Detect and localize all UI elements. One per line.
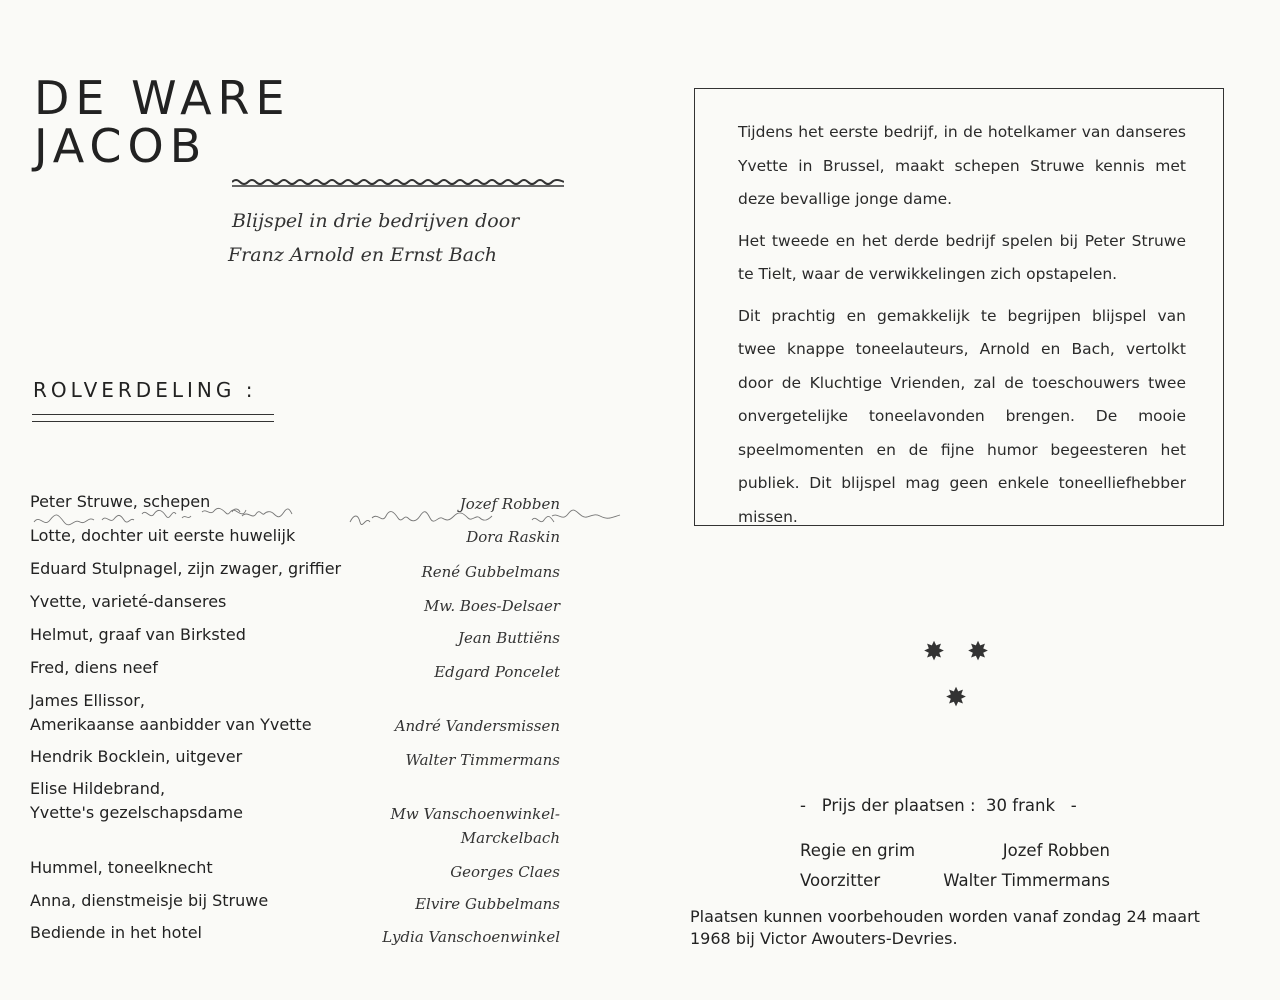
credit-row-chairman (800, 866, 1120, 896)
star-ornament (920, 636, 1000, 716)
cast-role-line: Peter Struwe, schepen (30, 492, 211, 511)
cast-role (30, 889, 390, 913)
cast-actor-line: Elvire Gubbelmans (415, 895, 560, 913)
description-paragraph-3: Dit prachtig en gemakkelijk te begrijpen blijspel van twee knappe toneelauteurs, Arnold en Bach, vertolkt door de Kluchtige Vrienden, zal de toeschouwers twee onvergetelijke toneelavonden brengen. De mooie speelmomenten en de fijne humor begeesteren het publiek. Dit blijspel mag geen enkele toneelliefhebber missen. (738, 306, 1186, 526)
cast-actor-line: Walter Timmermans (405, 751, 560, 769)
cast-actor-line: Lydia Vanschoenwinkel (382, 928, 560, 946)
cast-role (30, 656, 390, 680)
heading-rule-1 (32, 414, 274, 415)
cast-role-line: Yvette's gezelschapsdame (30, 803, 243, 822)
description-paragraph-2: Het tweede en het derde bedrijf spelen bij Peter Struwe te Tielt, waar de verwikkelingen zich opstapelen. (738, 231, 1186, 283)
cast-actor (340, 802, 560, 850)
cast-role (30, 745, 390, 769)
cast-role-line: Anna, dienstmeisje bij Struwe (30, 891, 269, 910)
star-icon: ✸ (923, 637, 945, 667)
credit-label: Voorzitter (800, 871, 881, 890)
cast-actor-line: Mw. Boes-Delsaer (423, 597, 560, 615)
cast-role-line: Amerikaanse aanbidder van Yvette (30, 715, 312, 734)
cast-actor-line: Dora Raskin (466, 528, 560, 546)
cast-actor (340, 860, 560, 884)
cast-heading: ROLVERDELING : (33, 378, 257, 402)
cast-role-line: Yvette, varieté-danseres (30, 592, 227, 611)
cast-actor (340, 594, 560, 618)
cast-actor-line: Jozef Robben (459, 495, 560, 513)
subtitle-line-2: Franz Arnold en Ernst Bach (228, 244, 497, 266)
heading-rule-2 (32, 421, 274, 422)
subtitle-line-1: Blijspel in drie bedrijven door (232, 210, 520, 232)
cast-actor-line: René Gubbelmans (421, 563, 560, 581)
title-line-2: JACOB (34, 119, 208, 173)
cast-actor-line: Marckelbach (460, 829, 560, 847)
description-text (738, 116, 1186, 542)
cast-role (30, 777, 390, 825)
cast-actor-line: Georges Claes (450, 863, 560, 881)
cast-role-line: Elise Hildebrand, (30, 779, 166, 798)
credit-row-direction (800, 836, 1120, 866)
credit-label: Regie en grim (800, 841, 916, 860)
cast-actor (340, 925, 560, 949)
cast-role-line: Lotte, dochter uit eerste huwelijk (30, 526, 296, 545)
cast-actor-line: Edgard Poncelet (434, 663, 560, 681)
cast-actor-line: André Vandersmissen (394, 717, 560, 735)
star-icon: ✸ (945, 683, 967, 713)
cast-role-line: Helmut, graaf van Birksted (30, 625, 246, 644)
cast-role-line: Eduard Stulpnagel, zijn zwager, griffier (30, 559, 342, 578)
cast-role (30, 921, 390, 945)
reservation-note: Plaatsen kunnen voorbehouden worden vanaf zondag 24 maart 1968 bij Victor Awouters-Devries. (690, 907, 1200, 948)
cast-actor (340, 748, 560, 772)
cast-actor (340, 560, 560, 584)
cast-actor (340, 626, 560, 650)
description-paragraph-1: Tijdens het eerste bedrijf, in de hotelkamer van danseres Yvette in Brussel, maakt schepen Struwe kennis met deze bevallige jonge dame. (738, 123, 1186, 208)
subtitle (228, 204, 558, 272)
cast-role-line: Bediende in het hotel (30, 923, 202, 942)
cast-role-line: Hummel, toneelknecht (30, 858, 213, 877)
cast-role-line: Fred, diens neef (30, 658, 158, 677)
cast-role-line: Hendrik Bocklein, uitgever (30, 747, 243, 766)
title-line-1: DE WARE (34, 71, 291, 125)
cast-actor (340, 714, 560, 738)
page-title (34, 71, 454, 173)
cast-role-line: James Ellissor, (30, 691, 145, 710)
cast-role (30, 856, 390, 880)
cast-actor-line: Mw Vanschoenwinkel- (390, 805, 560, 823)
cast-actor (340, 892, 560, 916)
ticket-price: - Prijs der plaatsen : 30 frank - (800, 796, 1077, 815)
cast-role (30, 689, 390, 737)
star-icon: ✸ (967, 637, 989, 667)
credit-value: Walter Timmermans (943, 871, 1110, 890)
cast-actor (340, 660, 560, 684)
credit-value: Jozef Robben (1002, 841, 1110, 860)
cast-role (30, 590, 390, 614)
decorative-wavy-rule (232, 176, 564, 190)
handwritten-annotation (32, 500, 652, 534)
cast-role (30, 557, 390, 581)
cast-actor-line: Jean Buttiëns (457, 629, 560, 647)
cast-role (30, 623, 390, 647)
credits (800, 836, 1120, 896)
